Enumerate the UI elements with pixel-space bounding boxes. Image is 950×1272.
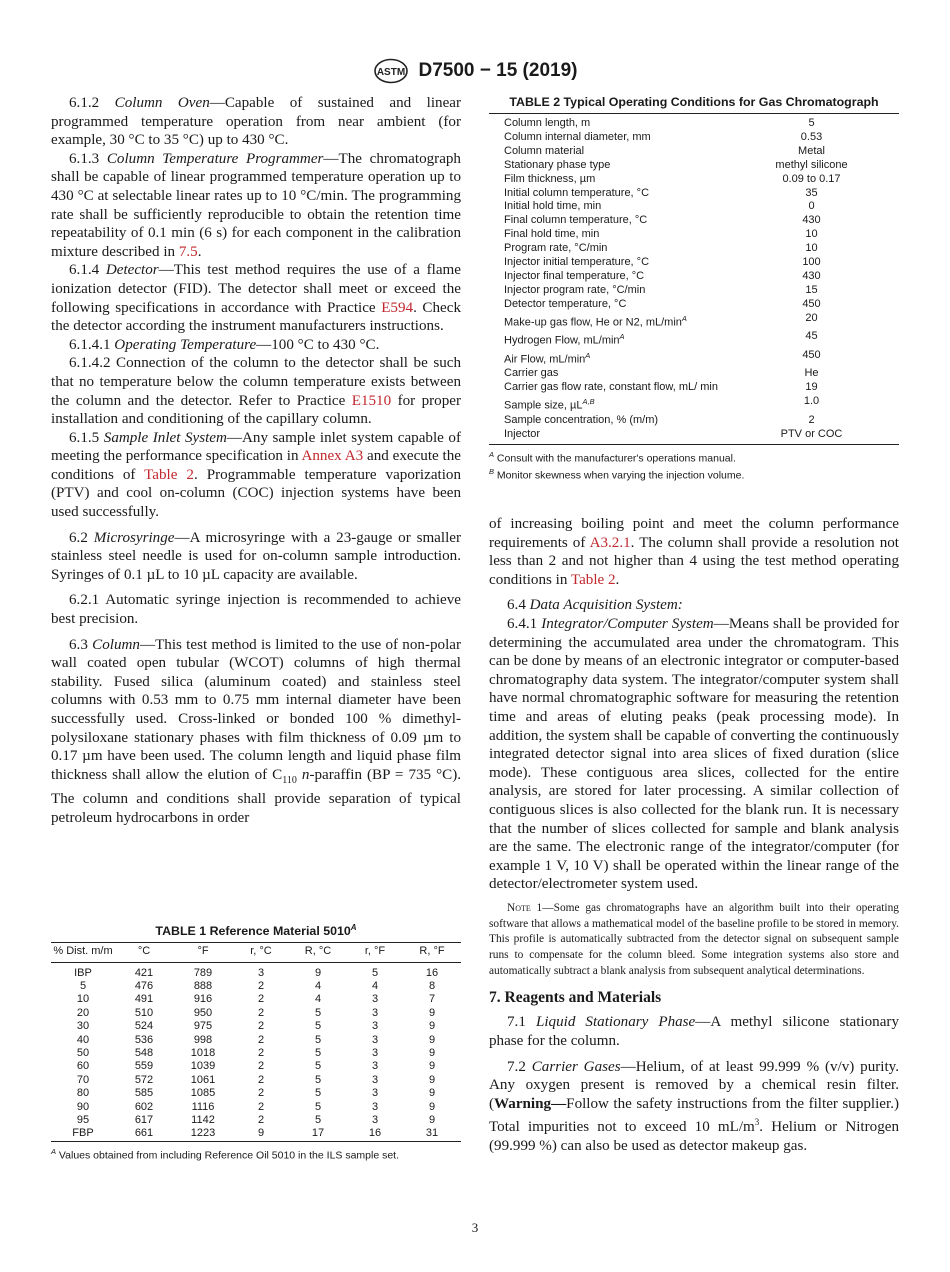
table-cell: 421: [134, 966, 154, 979]
table-cell: 476: [134, 979, 154, 992]
table-cell: 50: [76, 1046, 90, 1059]
table-cell-value: 0.53: [800, 130, 823, 143]
table-cell-value: 35: [805, 186, 818, 199]
table-row: [489, 145, 899, 159]
table-cell: 5: [314, 1046, 322, 1059]
table-cell: 9: [314, 966, 322, 979]
table-cell-label: Initial column temperature, °C: [504, 186, 650, 199]
para-6-1-3: 6.1.3 Column Temperature Programmer—The chromatograph shall be capable of linear programmed temperature operation up to 430 °C at selectable linear rates up to 10 °C/min. The programming rate shall be sufficiently reproducible to obtain the retention time repeatability of 0.1 min (6 s) for each component in the calibration mixture described in 7.5.: [51, 150, 461, 260]
table-row: [489, 349, 899, 368]
table-cell-value: 450: [802, 348, 821, 361]
table-cell: 3: [371, 1020, 379, 1033]
table-row: [489, 114, 899, 131]
table-cell: 9: [428, 1046, 436, 1059]
table-cell-value: 2: [808, 413, 815, 426]
table-row: [51, 1020, 461, 1033]
table-cell: 789: [193, 966, 213, 979]
note-1: Note 1—Some gas chromatographs have an algorithm built into their operating software that allows a mathematical model of the baseline profile to be stored in memory. This profile is automatically subtracted from the detector signal on subsequent sample runs to compensate for the column bleed. Some integration systems also store and automatically subtract a blank analysis from subsequent analytical determinations.: [489, 901, 899, 978]
table-cell-label: Final hold time, min: [504, 228, 600, 241]
para-6-4: 6.4 Data Acquisition System:: [507, 597, 683, 614]
right-column: [489, 515, 899, 1156]
table-cell: 3: [371, 1100, 379, 1113]
column-header: °F: [173, 943, 233, 962]
para-6-1-4: 6.1.4 Detector—This test method requires the use of a flame ionization detector (FID). The detector shall meet or exceed the following specifications in accordance with Practice E594. Check the detector according the instrument manufacturers instructions.: [51, 262, 461, 335]
table-cell-value: 15: [805, 283, 818, 296]
para-6-3-continued: of increasing boiling point and meet the column performance requirements of A3.2.1. The column shall provide a resolution not less than 2 and not higher than 4 using the test method operating conditions in Table 2.: [489, 516, 899, 588]
table-cell-label: Air Flow, $mL/\min^A$: [504, 350, 591, 366]
table-cell-label: Column material: [504, 144, 585, 157]
column-header: r, °C: [233, 943, 289, 962]
table-cell: 30: [76, 1020, 90, 1033]
table-cell-value: 0.09 to 0.17: [782, 172, 841, 185]
table-cell: 16: [368, 1127, 382, 1140]
table-cell-value: 0: [808, 200, 815, 213]
table-cell: 9: [428, 1020, 436, 1033]
left-column: [51, 94, 461, 828]
table-row: [489, 428, 899, 444]
table-cell: 5: [314, 1114, 322, 1126]
table-cell: 3: [257, 966, 265, 979]
para-6-2-1: 6.2.1 Automatic syringe injection is recommended to achieve best precision.: [51, 592, 461, 628]
para-6-3: 6.3 Column—This test method is limited to the use of non-polar wall coated open tubular (WCOT) columns of high thermal stability. Fused silica (aluminum coated) and stainless steel columns with 0.53 mm to 0.75 mm internal diameter have been successfully used. Cross-linked or bonded 100 % dimethyl-polysiloxane stationary phases with film thickness of 0.09 µm to 0.17 µm have been used. The column length and liquid phase film thickness shall allow the elution of $C_{110}$ n-paraffin (BP = 735 °C). The column and conditions shall provide separation of typical petroleum hydrocarbons in order: [51, 636, 461, 826]
astm-logo-icon: [373, 58, 409, 84]
table-2-footnote-a: $^A$ Consult with the manufacturer's operations manual.: [489, 449, 736, 465]
table-row: [51, 1114, 461, 1127]
table-1-title: TABLE 1 Reference Material $5010^A$: [155, 923, 357, 939]
table-cell: 17: [311, 1127, 325, 1140]
table-cell: 5: [314, 1033, 322, 1046]
table-cell-value: 10: [805, 242, 818, 255]
table-cell: 888: [193, 979, 213, 992]
table-cell-value: 45: [805, 330, 818, 343]
table-cell: 559: [134, 1060, 154, 1073]
table-cell-value: 450: [802, 297, 821, 310]
column-header: r, °F: [347, 943, 403, 962]
para-7-1: 7.1 Liquid Stationary Phase—A methyl silicone stationary phase for the column.: [489, 1014, 899, 1050]
table-row: [489, 200, 899, 214]
table-cell: 916: [193, 993, 213, 1006]
table-row: [489, 270, 899, 284]
svg-text:ASTM: ASTM: [376, 67, 405, 78]
table-cell-label: Film thickness, µm: [504, 172, 596, 185]
link-e1510[interactable]: E1510: [351, 392, 392, 409]
table-cell: 9: [428, 1100, 436, 1113]
table-cell: 2: [257, 979, 265, 992]
table-row: [489, 395, 899, 414]
table-cell: 3: [371, 1006, 379, 1019]
table-cell: 2: [257, 1020, 265, 1033]
table-cell: 5: [314, 1073, 322, 1086]
table-cell: 2: [257, 1100, 265, 1113]
table-row: [489, 381, 899, 395]
table-cell-value: 5: [808, 117, 815, 129]
table-row: [489, 159, 899, 173]
table-cell: 9: [428, 1087, 436, 1100]
table-cell-label: Carrier gas flow rate, constant flow, mL/ min: [504, 381, 718, 394]
table-cell-value: 1.0: [803, 395, 820, 408]
table-cell-label: Carrier gas: [504, 367, 559, 380]
table-cell: 5: [314, 1006, 322, 1019]
table-1-footnote: $^A$ Values obtained from including Reference Oil 5010 in the ILS sample set.: [51, 1146, 400, 1162]
table-cell: 31: [425, 1127, 439, 1140]
table-cell-label: Injector initial temperature, °C: [504, 256, 650, 269]
table-2-grid: [489, 113, 899, 445]
table-cell: FBP: [72, 1127, 94, 1140]
table-1: [51, 923, 461, 1162]
table-cell: 9: [428, 1006, 436, 1019]
page-number: 3: [471, 1220, 479, 1235]
table-cell: 617: [134, 1114, 154, 1126]
table-row: [489, 187, 899, 201]
para-6-4-1: 6.4.1 Integrator/Computer System—Means shall be provided for determining the accumulated area under the chromatogram. This can be done by means of an electronic integrator or computer-based chromatography data system. The integrator/computer system shall have normal chromatographic software for measuring the retention time and areas of eluting peaks (peak processing mode). In addition, the system shall be capable of converting the continuously integrated detector signal into area slices of fixed duration (slice mode). These contiguous area slices, collected for the entire analysis, are stored for later processing. A similar collection of contiguous slices is also collected for the blank run. It is necessary that the number of slices collected for sample and blank analysis are the same. The electronic range of the integrator/computer (for example 1 V, 10 V) shall be operated within the linear range of the detector/electrometer system used.: [489, 615, 900, 893]
para-6-1-4-2: 6.1.4.2 Connection of the column to the detector shall be such that no temperature below the column temperature exists between the column and the detector. Refer to Practice E1510 for proper installation and conditioning of the capillary column.: [51, 355, 461, 428]
table-cell-value: 20: [805, 311, 818, 324]
table-cell: 2: [257, 1087, 265, 1100]
column-header: R, °C: [289, 943, 347, 962]
table-cell: 1116: [191, 1100, 215, 1113]
section-7-heading: 7. Reagents and Materials: [489, 988, 662, 1006]
table-cell-label: Column length, m: [504, 117, 591, 129]
table-2-title: TABLE 2 Typical Operating Conditions for Gas Chromatograph: [509, 95, 879, 109]
table-cell: 9: [428, 1033, 436, 1046]
table-row: [51, 962, 461, 980]
table-row: [51, 1007, 461, 1020]
table-cell: 510: [134, 1006, 154, 1019]
table-row: [489, 173, 899, 187]
page-header: [0, 58, 950, 84]
table-row: [489, 312, 899, 331]
table-cell: 585: [134, 1087, 154, 1100]
table-cell: 3: [371, 1033, 379, 1046]
table-cell: 70: [76, 1073, 90, 1086]
link-table-2[interactable]: Table 2: [144, 466, 194, 483]
table-cell: 5: [371, 966, 379, 979]
table-cell: 1061: [190, 1073, 216, 1086]
table-cell: 3: [371, 1046, 379, 1059]
para-7-2: 7.2 Carrier Gases—Helium, of at least 99.999 % (v/v) purity. Any oxygen present is removed by a chemical resin filter. (Warning—Follow the safety instructions from the filter supplier.) Total impurities not to exceed 10 $mL/m^3$. Helium or Nitrogen (99.999 %) can also be used as detector makeup gas.: [489, 1058, 900, 1155]
table-row: [489, 330, 899, 349]
table-cell-label: Program rate, °C/min: [504, 242, 608, 255]
para-6-1-5: 6.1.5 Sample Inlet System—Any sample inlet system capable of meeting the performance specification in Annex A3 and execute the conditions of Table 2. Programmable temperature vaporization (PTV) and cool on-column (COC) injection systems have been used successfully.: [51, 429, 461, 521]
table-cell: 1142: [191, 1114, 215, 1126]
table-cell-label: Sample size, µL$^{A,B}$: [504, 397, 595, 412]
table-cell: 4: [314, 979, 322, 992]
link-7-5[interactable]: 7.5: [178, 243, 198, 260]
table-row: [489, 284, 899, 298]
table-cell-label: Final column temperature, °C: [504, 214, 648, 227]
column-header: % Dist. m/m: [51, 943, 115, 962]
table-cell-value: 100: [802, 256, 821, 269]
table-cell: 3: [371, 1073, 379, 1086]
table-cell-label: Stationary phase type: [504, 158, 611, 171]
table-cell: 3: [371, 1087, 379, 1100]
table-row: [489, 298, 899, 312]
table-cell: 20: [76, 1006, 90, 1019]
table-cell: 2: [257, 1033, 265, 1046]
link-table-2b[interactable]: Table 2: [570, 571, 616, 588]
table-cell: 40: [76, 1033, 90, 1046]
table-cell: 2: [257, 1046, 265, 1059]
table-cell-value: 19: [805, 381, 818, 394]
table-cell: 95: [76, 1114, 90, 1126]
table-cell: 8: [428, 979, 436, 992]
table-cell: 9: [428, 1073, 436, 1086]
table-cell-label: Hydrogen Flow, $mL/\min^A$: [504, 332, 625, 347]
table-cell: 2: [257, 1060, 265, 1073]
table-cell: 80: [76, 1087, 90, 1100]
table-cell-value: 430: [802, 214, 821, 227]
table-cell: 60: [76, 1060, 90, 1073]
table-cell: 3: [371, 1060, 379, 1073]
table-cell: 5: [314, 1100, 322, 1113]
table-cell: 2: [257, 1114, 265, 1126]
table-cell: 4: [371, 979, 379, 992]
table-cell-label: Injector: [504, 427, 541, 440]
table-cell: 1085: [190, 1087, 216, 1100]
table-cell: 5: [314, 1020, 322, 1033]
table-1-grid: [51, 942, 461, 1142]
table-cell: IBP: [74, 966, 92, 979]
link-e594[interactable]: E594: [381, 299, 414, 316]
table-cell: 602: [134, 1100, 154, 1113]
table-row: [51, 993, 461, 1006]
table-row: [51, 1101, 461, 1114]
table-cell: 572: [134, 1073, 154, 1086]
table-cell: 5: [314, 1060, 322, 1073]
table-cell: 16: [425, 966, 439, 979]
table-cell: 7: [428, 993, 436, 1006]
table-cell: 9: [428, 1060, 436, 1073]
table-cell: 2: [257, 993, 265, 1006]
table-row: [489, 367, 899, 381]
table-row: [51, 1074, 461, 1087]
table-row: [51, 1127, 461, 1141]
table-cell: 3: [371, 993, 379, 1006]
table-cell: 661: [134, 1127, 154, 1140]
table-cell-value: He: [804, 367, 819, 380]
table-cell: 524: [134, 1020, 154, 1033]
table-row: [51, 980, 461, 993]
column-header: R, °F: [403, 943, 461, 962]
table-cell-value: Metal: [798, 144, 825, 157]
table-cell: 90: [76, 1100, 90, 1113]
table-cell-label: Injector program rate, °C/min: [504, 283, 646, 296]
table-cell: 9: [257, 1127, 265, 1140]
table-cell: 2: [257, 1006, 265, 1019]
table-cell-label: Make-up gas flow, He or N2, $mL/\min^A$: [504, 313, 687, 329]
table-cell: 1018: [190, 1046, 216, 1059]
table-cell-label: Column internal diameter, mm: [504, 130, 651, 143]
table-cell: 536: [134, 1033, 154, 1046]
table-row: [51, 1087, 461, 1100]
link-annex-a3[interactable]: Annex A3: [301, 448, 364, 465]
table-cell-label: Sample concentration, % (m/m): [504, 413, 659, 426]
table-row: [489, 214, 899, 228]
table-cell: 4: [314, 993, 322, 1006]
para-6-1-2: 6.1.2 Column Oven—Capable of sustained and linear programmed temperature operation from near ambient (for example, 30 °C to 35 °C) up to 430 °C.: [51, 95, 461, 149]
table-cell: 9: [428, 1114, 436, 1126]
table-cell: 548: [134, 1046, 154, 1059]
table-cell-label: Injector final temperature, °C: [504, 269, 645, 282]
table-row: [489, 228, 899, 242]
table-cell: 5: [314, 1087, 322, 1100]
document-code: D7500 − 15 (2019): [418, 60, 578, 81]
link-a3-2-1[interactable]: A3.2.1: [589, 534, 631, 551]
table-cell-label: Initial hold time, min: [504, 200, 602, 213]
table-2-footnote-b: $^B$ Monitor skewness when varying the injection volume.: [489, 467, 745, 482]
table-cell-label: Detector temperature, °C: [504, 297, 627, 310]
table-2: [489, 95, 899, 483]
table-cell-value: PTV or COC: [780, 427, 843, 440]
table-cell-value: methyl silicone: [775, 158, 848, 171]
table-cell: 5: [79, 979, 87, 992]
table-row: [51, 1034, 461, 1047]
table-row: [489, 256, 899, 270]
column-header: °C: [115, 943, 173, 962]
table-cell: 1039: [190, 1060, 216, 1073]
table-cell: 998: [193, 1033, 213, 1046]
table-cell: 491: [134, 993, 154, 1006]
table-row: [489, 131, 899, 145]
para-6-2: 6.2 Microsyringe—A microsyringe with a 23-gauge or smaller stainless steel needle is used for on-column sample introduction. Syringes of 0.1 µL to 10 µL capacity are available.: [51, 529, 461, 583]
table-cell: 2: [257, 1073, 265, 1086]
table-row: [51, 1047, 461, 1060]
table-cell: 10: [76, 993, 90, 1006]
table-cell: 1223: [190, 1127, 216, 1140]
table-row: [489, 242, 899, 256]
table-cell-value: 430: [802, 269, 821, 282]
table-cell: 975: [193, 1020, 213, 1033]
table-cell: 3: [371, 1114, 379, 1126]
table-row: [51, 1060, 461, 1073]
table-cell-value: 10: [805, 228, 818, 241]
table-row: [489, 414, 899, 428]
table-cell: 950: [193, 1006, 213, 1019]
para-6-1-4-1: 6.1.4.1 Operating Temperature—100 °C to 430 °C.: [69, 336, 380, 353]
